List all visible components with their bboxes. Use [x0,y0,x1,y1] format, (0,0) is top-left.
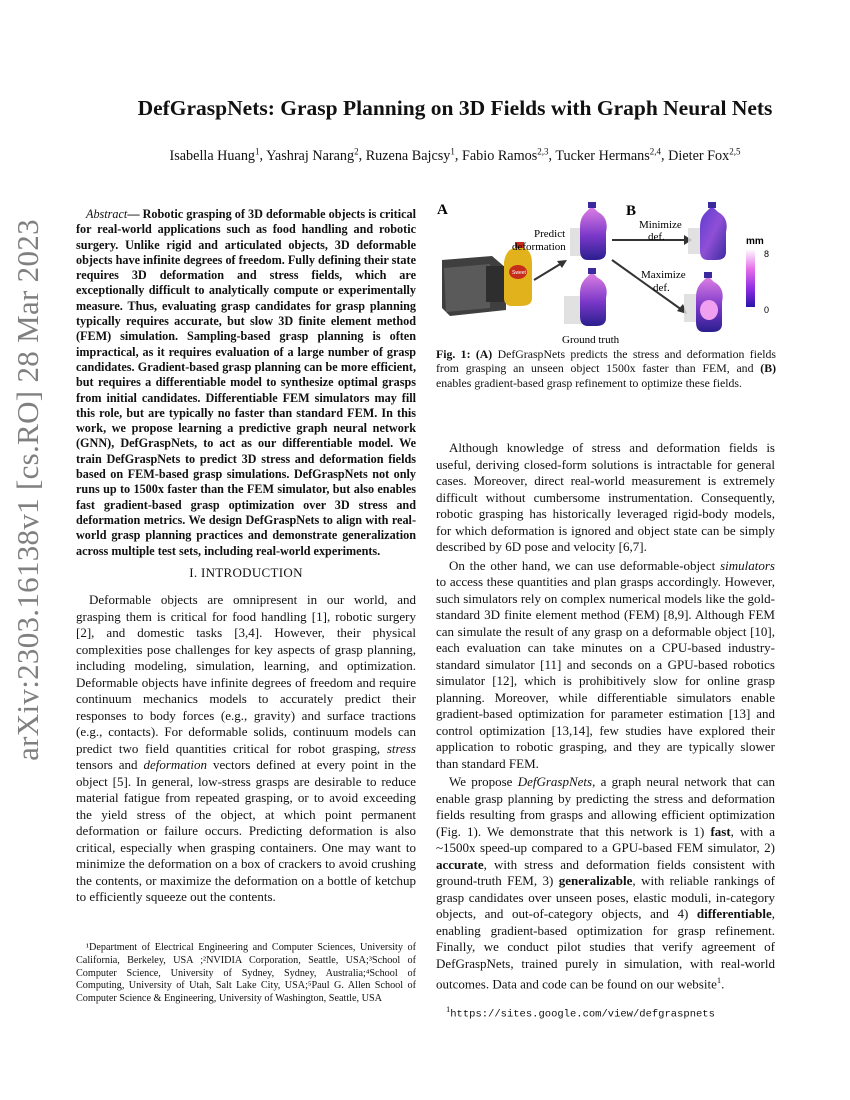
gripper-and-bottle [442,242,532,316]
author-affiliation: 2,5 [729,146,741,156]
author-affiliation: 1 [255,146,260,156]
ground-truth-label: Ground truth [562,334,620,346]
caption-a-marker: (A) [475,347,493,361]
caption-b-marker: (B) [760,361,776,376]
predict-label-line2: deformation [512,241,566,253]
abstract-text: Robotic grasping of 3D deformable objects is critical for real-world applications such as food handling and robotic surgery. Unlike rigid and articulated objects, 3D deformable objects have infinite degrees of freedom. Fully defining their state requires 3D deformation and stress fields, which are exceptionally difficult to analytically compute or experimentally measure. Thus, evaluating grasp candidates for grasp planning typically requires accurate, but slow 3D finite element method (FEM) simulation. Sampling-based grasp planning is often impractical, as it requires evaluation of a large number of grasp candidates. Gradient-based grasp planning can be more efficient, but requires a differentiable model to synthesize optimal grasps from initial candidates. Differentiable FEM simulators may fill this role, but are typically no faster than standard FEM. In this work, we propose learning a predictive graph neural network (GNN), DefGraspNets, to act as our differentiable model. We train DefGraspNets to predict 3D stress and deformation fields based on FEM-based grasp simulations. DefGraspNets not only runs up to 1500x faster than the FEM simulator, but also enables fast gradient-based grasp optimization over 3D stress and deformation metrics. We design DefGraspNets to align with real-world grasp planning practices and demonstrate generalization across multiple test sets, including real-world experiments. [76,207,416,558]
minimize-label-line2: def. [648,231,665,243]
website-footnote [436,1004,775,1021]
author: Tucker Hermans$^{2,4}$ [555,146,662,164]
author: Dieter Fox$^{2,5}$ [668,146,741,164]
author-affiliation: 2,3 [537,146,549,156]
figure-1-caption [436,347,776,390]
bottle-label: Sweet [512,270,526,276]
author: Ruzena Bajcsy$^1$ [365,146,455,164]
author-affiliation: 1 [450,146,455,156]
caption-a-text: DefGraspNets predicts the stress and deformation fields from grasping an unseen object 1500x faster than FEM, and [436,347,777,376]
right-paragraph: We propose DefGraspNets, a graph neural network that can enable grasp planning by predicting the stress and deformation fields resulting from grasps and allowing efficient optimization (Fig. 1). We demonstrate that this network is 1) fast, with a ~1500x speed-up compared to a GPU-based FEM simulator, 2) accurate, with stress and deformation fields consistent with ground-truth FEM, 3) generalizable, with reliable rankings of grasp candidates over unseen poses, elastic moduli, in-category objects, and out-of-category objects, and 4) differentiable, enabling gradient-based optimization for grasp refinement. Finally, we conduct pilot studies that verify agreement of DefGraspNets, trained purely in simulation, with real-world outcomes. Data and code can be found on our website$^1$. [436,774,776,992]
section-heading-introduction: I. INTRODUCTION [189,565,303,580]
arxiv-stamp [8,219,48,761]
footnote-mark: 1 [446,1004,451,1014]
colorbar-min: 0 [764,305,770,315]
maximize-label-line1: Maximize [641,269,686,281]
author-list: Isabella Huang$^1$, Yashraj Narang$^2$, Ruzena Bajcsy$^1$, Fabio Ramos$^{2,3}$, Tucker Hermans$^{2,4}$, Dieter Fox$^{2,5}$ [169,146,741,164]
right-paragraph: On the other hand, we can use deformable-object simulators to access these quantities and plan grasps accordingly. However, such simulators rely on complex numerical models like the gold-standard 3D finite element method (FEM) [8,9]. Although FEM can simulate the result of any grasp on a deformable object [10], each evaluation can take minutes on a CPU-based industry-standard simulator [11] and seconds on a GPU-based robotics simulator [12], which is prohibitively slow for online grasp planning. Moreover, while differentiable simulators enable gradient-based optimization for parameter estimation [13] and control optimization [13,14], few studies have explored their application to robotic grasping, and they are typically slower than standard FEM. [436,557,775,771]
maximize-label-line2: def. [653,282,670,294]
abstract-label: Abstract [86,207,128,221]
minimized-deformation-bottle [688,202,727,260]
colorbar-max: 8 [764,249,770,259]
maximized-deformation-bottle [684,272,723,332]
author: Yashraj Narang$^2$ [266,146,359,164]
introduction-text [76,592,416,906]
figure-1 [436,198,776,346]
deformation-colorbar [746,236,769,315]
predicted-deformation-bottle [570,202,607,260]
intro-paragraph: Deformable objects are omnipresent in our world, and grasping them is critical for food handling [1], robotic surgery [2], and domestic tasks [3,4]. However, their physical complexities pose challenges for key aspects of grasp planning, including modeling, simulation, learning, and optimization. Deformable objects have infinite degrees of freedom and require continuum mechanics models to accurately predict their responses to body forces (e.g., gravity) and surface tractions (e.g., contacts). For deformable solids, continuum models can predict two field quantities critical for robot grasping, stress tensors and deformation vectors defined at every point in the object [5]. In general, low-stress grasps are desirable to reduce material fatigue from repeated grasping, or to avoid exceeding the yield stress of the object, at which point permanent deformation or failure occurs. Predicting deformation is also critical, especially when grasping containers. One may want to minimize the deformation on a box of crackers to avoid crushing the contents, or maximize the deformation on a bottle of ketchup to efficiently squeeze out the contents. [76,592,416,904]
author-affiliation: 2,4 [649,146,662,156]
ground-truth-bottle [564,268,607,326]
caption-b-text: enables gradient-based grasp refinement to optimize these fields. [436,375,742,390]
author: Isabella Huang$^1$ [169,146,260,164]
right-paragraph: Although knowledge of stress and deformation fields is useful, deriving closed-form solutions is intractable for general cases. Moreover, direct real-world measurement is extremely difficult without cumbersome instrumentation. Consequently, robotic grasping has historically leveraged rigid-body models, for which deformation is ignored and object state can be simply described by 6D pose and velocity [6,7]. [436,440,775,554]
panel-label-a: A [437,202,448,218]
author: Fabio Ramos$^{2,3}$ [461,146,549,164]
abstract [76,207,416,559]
affiliations-footnote [76,942,416,1006]
affiliations-text: ¹Department of Electrical Engineering and Computer Sciences, University of California, Berkeley, USA ;²NVIDIA Corporation, Seattle, USA;³School of Computer Science, University of Sydney, Sydney, Australia;⁴School of Computing, University of Utah, Salt Lake City, USA;⁵Paul G. Allen School of Computer Science & Engineering, University of Washington, Seattle, USA [76,942,416,1005]
colorbar-unit: mm [746,236,764,247]
website-url[interactable]: https://sites.google.com/view/defgraspnets [450,1008,715,1021]
author-affiliation: 2 [354,146,359,156]
paper-title: DefGraspNets: Grasp Planning on 3D Fields with Graph Neural Nets [137,96,773,120]
panel-label-b: B [626,203,637,219]
predict-label-line1: Predict [534,228,566,240]
right-column-text [436,440,775,993]
caption-label: Fig. 1: [436,347,471,361]
abstract-dash: — [127,207,140,221]
arxiv-identifier: arXiv:2303.16138v1 [cs.RO] 28 Mar 2023 [10,219,45,761]
minimize-label-line1: Minimize [639,219,682,231]
